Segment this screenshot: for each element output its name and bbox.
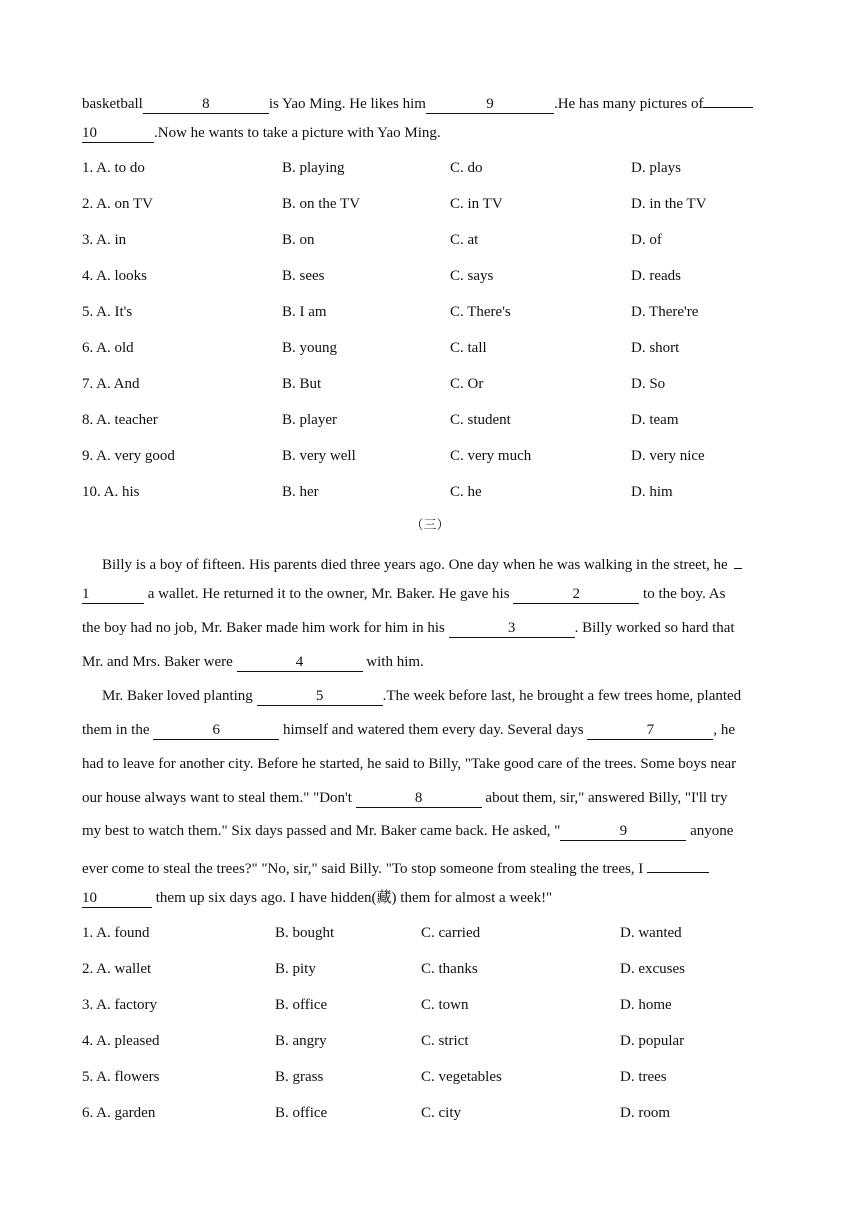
option-a: 10. A. his <box>82 484 140 500</box>
option-d: D. reads <box>631 268 681 284</box>
option-b: B. young <box>282 340 338 356</box>
option-c: C. strict <box>421 1033 469 1049</box>
option-a: 8. A. teacher <box>82 412 158 428</box>
answer-blank: 3 <box>449 620 575 638</box>
option-c: C. in TV <box>450 196 503 212</box>
option-d: D. excuses <box>620 961 685 977</box>
option-c: C. carried <box>421 925 481 941</box>
option-c: C. tall <box>450 340 487 356</box>
question-row <box>82 1067 780 1087</box>
answer-blank <box>703 90 753 108</box>
option-b: B. on <box>282 232 315 248</box>
option-d: D. There're <box>631 304 699 320</box>
option-b: B. pity <box>275 961 316 977</box>
answer-blank: 8 <box>356 790 482 808</box>
question-row <box>82 302 780 322</box>
option-c: C. do <box>450 160 483 176</box>
option-d: D. him <box>631 484 673 500</box>
passage-line <box>82 754 780 774</box>
option-c: C. Or <box>450 376 484 392</box>
option-c: C. There's <box>450 304 511 320</box>
option-d: D. short <box>631 340 680 356</box>
option-b: B. But <box>282 376 322 392</box>
option-c: C. town <box>421 997 469 1013</box>
option-a: 3. A. factory <box>82 997 157 1013</box>
question-row <box>82 1031 780 1051</box>
passage-text: my best to watch them." Six days passed and Mr. Baker came back. He asked, " <box>82 823 561 839</box>
option-d: D. team <box>631 412 679 428</box>
option-c: C. says <box>450 268 494 284</box>
option-c: C. very much <box>450 448 532 464</box>
option-c: C. student <box>450 412 511 428</box>
option-a: 4. A. looks <box>82 268 148 284</box>
option-c: C. at <box>450 232 479 248</box>
passage-text: with him. <box>362 654 424 670</box>
option-a: 6. A. old <box>82 340 134 356</box>
passage-text: , he <box>713 722 736 738</box>
passage-text: Mr. and Mrs. Baker were <box>82 654 237 670</box>
option-b: B. player <box>282 412 337 428</box>
option-b: B. office <box>275 997 328 1013</box>
answer-blank: 6 <box>153 722 279 740</box>
option-a: 4. A. pleased <box>82 1033 160 1049</box>
passage-text: them in the <box>82 722 154 738</box>
answer-blank: 9 <box>426 96 554 114</box>
question-row <box>82 1103 780 1123</box>
answer-blank: 2 <box>513 586 639 604</box>
passage-text: our house always want to steal them." "Don't <box>82 790 356 806</box>
question-row <box>82 194 780 214</box>
option-b: B. on the TV <box>282 196 361 212</box>
answer-blank: 10 <box>82 890 152 908</box>
option-a: 6. A. garden <box>82 1105 156 1121</box>
answer-blank: 8 <box>143 96 269 114</box>
passage-line <box>82 584 780 604</box>
question-row <box>82 338 780 358</box>
option-a: 2. A. on TV <box>82 196 153 212</box>
option-d: D. in the TV <box>631 196 707 212</box>
passage-line <box>82 888 780 908</box>
passage-text: is Yao Ming. He likes him <box>268 96 426 112</box>
answer-blank: 9 <box>560 823 686 841</box>
passage-text: basketball <box>82 96 143 112</box>
answer-blank <box>734 551 742 569</box>
passage-text: had to leave for another city. Before he started, he said to Billy, "Take good care of the trees. Some boys near <box>82 756 737 772</box>
option-b: B. her <box>282 484 319 500</box>
passage-line <box>82 855 780 879</box>
option-c: C. vegetables <box>421 1069 502 1085</box>
passage-line <box>82 821 780 841</box>
passage-text: Billy is a boy of fifteen. His parents died three years ago. One day when he was walking in the street, he <box>102 557 728 573</box>
option-d: D. room <box>620 1105 670 1121</box>
passage-text: . Billy worked so hard that <box>574 620 735 636</box>
passage-line <box>82 720 780 740</box>
option-d: D. So <box>631 376 666 392</box>
option-c: C. city <box>421 1105 461 1121</box>
option-b: B. sees <box>282 268 325 284</box>
passage-text: to the boy. As <box>639 586 726 602</box>
option-d: D. trees <box>620 1069 667 1085</box>
question-row <box>82 410 780 430</box>
option-a: 5. A. It's <box>82 304 133 320</box>
option-a: 2. A. wallet <box>82 961 152 977</box>
option-d: D. of <box>631 232 662 248</box>
section-title: （三） <box>410 518 450 533</box>
question-row <box>82 995 780 1015</box>
answer-blank <box>647 855 709 873</box>
option-b: B. angry <box>275 1033 327 1049</box>
passage-text: Mr. Baker loved planting <box>102 688 257 704</box>
passage-line <box>82 90 780 114</box>
option-d: D. plays <box>631 160 681 176</box>
question-row <box>82 446 780 466</box>
passage-line <box>82 551 800 575</box>
option-a: 3. A. in <box>82 232 127 248</box>
option-c: C. thanks <box>421 961 478 977</box>
passage-text: about them, sir," answered Billy, "I'll try <box>481 790 728 806</box>
option-b: B. office <box>275 1105 328 1121</box>
option-d: D. very nice <box>631 448 705 464</box>
passage-text: the boy had no job, Mr. Baker made him work for him in his <box>82 620 449 636</box>
option-a: 9. A. very good <box>82 448 175 464</box>
question-row <box>82 374 780 394</box>
option-c: C. he <box>450 484 482 500</box>
question-row <box>82 482 780 502</box>
option-a: 7. A. And <box>82 376 140 392</box>
option-b: B. playing <box>282 160 345 176</box>
passage-text: a wallet. He returned it to the owner, Mr. Baker. He gave his <box>144 586 514 602</box>
answer-blank: 5 <box>257 688 383 706</box>
answer-blank: 1 <box>82 586 144 604</box>
passage-text: ever come to steal the trees?" "No, sir," said Billy. "To stop someone from stealing the trees, I <box>82 861 648 877</box>
question-row <box>82 266 780 286</box>
question-row <box>82 923 780 943</box>
passage-line <box>82 123 780 143</box>
passage-text: .Now he wants to take a picture with Yao Ming. <box>154 125 441 141</box>
passage-line <box>82 686 800 706</box>
question-row <box>82 959 780 979</box>
answer-blank: 4 <box>237 654 363 672</box>
passage-text: .He has many pictures of <box>553 96 704 112</box>
passage-text: them up six days ago. I have hidden(藏) them for almost a week!" <box>152 890 553 906</box>
passage-line <box>82 788 780 808</box>
option-a: 1. A. to do <box>82 160 145 176</box>
option-b: B. very well <box>282 448 356 464</box>
option-d: D. popular <box>620 1033 685 1049</box>
option-a: 1. A. found <box>82 925 150 941</box>
option-b: B. bought <box>275 925 335 941</box>
option-a: 5. A. flowers <box>82 1069 160 1085</box>
passage-line <box>82 652 780 672</box>
option-d: D. home <box>620 997 672 1013</box>
question-row <box>82 158 780 178</box>
question-row <box>82 230 780 250</box>
answer-blank: 10 <box>82 125 154 143</box>
passage-text: himself and watered them every day. Several days <box>279 722 588 738</box>
passage-text: anyone <box>686 823 734 839</box>
passage-text: .The week before last, he brought a few trees home, planted <box>382 688 742 704</box>
passage-line <box>82 618 780 638</box>
answer-blank: 7 <box>587 722 713 740</box>
option-b: B. grass <box>275 1069 324 1085</box>
option-b: B. I am <box>282 304 327 320</box>
option-d: D. wanted <box>620 925 682 941</box>
